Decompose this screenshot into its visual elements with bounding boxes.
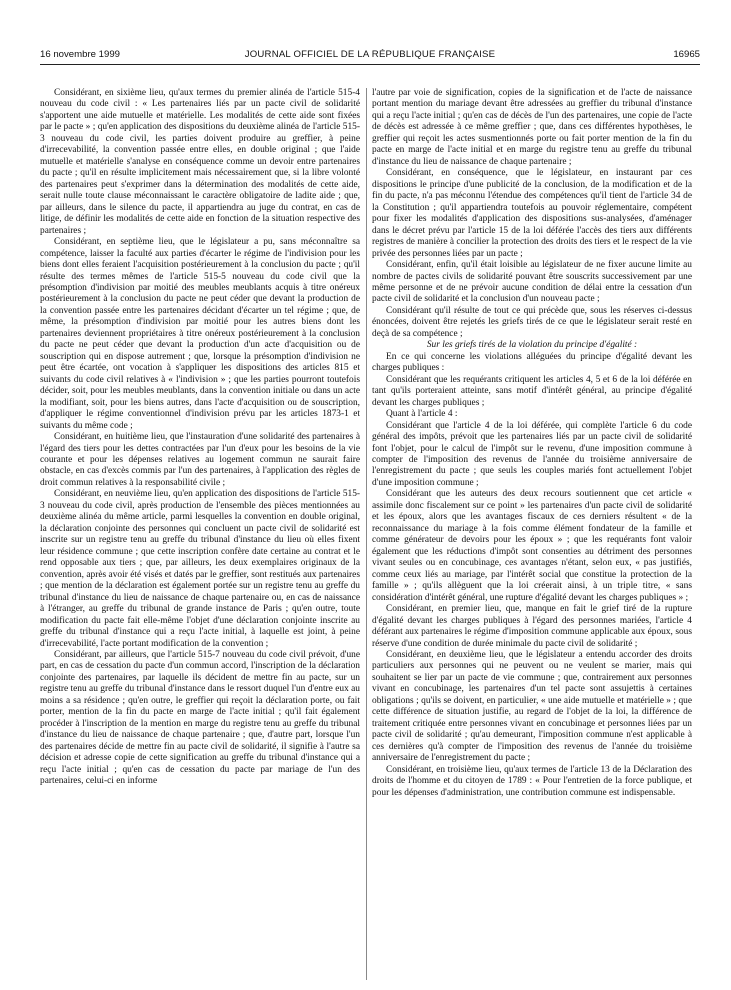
paragraph: Considérant, en conséquence, que le législateur, en instaurant par ces dispositions le principe d'une publicité de la conclusion, de la modification et de la fin du pacte, n'a pas méconnu l'étendue des compétences qu'il tient de l'article 34 de la Constitution ; qu'il appartiendra toutefois au pouvoir réglementaire, compétent pour fixer les modalités d'application des dispositions sus-analysées, d'aménager dans le décret prévu par l'article 15 de la loi déférée l'accès des tiers aux différents registres de manière à concilier la protection des droits des tiers et le respect de la vie privée des personnes liées par un pacte ;: [372, 168, 692, 259]
header-page-number: 16965: [673, 49, 700, 60]
header-title: JOURNAL OFFICIEL DE LA RÉPUBLIQUE FRANÇAISE: [244, 49, 496, 60]
paragraph-continued: l'autre par voie de signification, copies de la signification et de l'acte de naissance portant mention du mariage devant être adressées au greffier du tribunal d'instance qui a reçu l'acte initial ; qu'en cas de décès de l'un des partenaires, une copie de l'acte de décès est adressée à ce même greffier ; que, dans ces différentes hypothèses, le greffier qui reçoit les actes susmentionnés porte ou fait porter mention de la fin du pacte en marge de l'acte initial et en marge du registre tenu au greffe du tribunal d'instance du lieu de naissance de chaque partenaire ;: [372, 88, 692, 167]
paragraph: Considérant, en neuvième lieu, qu'en application des dispositions de l'article 515-3 nouveau du code civil, après production de l'ensemble des pièces mentionnées au deuxième alinéa du même article, parmi lesquelles la convention en double original, la déclaration conjointe des personnes qui concluent un pacte civil de solidarité est inscrite sur un registre tenu au greffe du tribunal d'instance du lieu où elles fixent leur résidence commune ; que cette inscription confère date certaine au contrat et le rend opposable aux tiers ; que, par ailleurs, les deux exemplaires originaux de la convention, après avoir été visés et datés par le greffier, sont restitués aux partenaires ; que mention de la déclaration est également portée sur un registre tenu au greffe du tribunal d'instance du lieu de naissance de chaque partenaire ou, en cas de naissance à l'étranger, au greffe du tribunal de grande instance de Paris ; qu'en outre, toute modification du pacte fait elle-même l'objet d'une déclaration conjointe inscrite au greffe du tribunal d'instance qui a reçu l'acte initial, à laquelle est joint, à peine d'irrecevabilité, l'acte portant modification de la convention ;: [40, 489, 360, 649]
paragraph: Considérant qu'il résulte de tout ce qui précède que, sous les réserves ci-dessus énoncées, doivent être rejetés les griefs tirés de ce que le législateur serait resté en deçà de sa compétence ;: [372, 305, 692, 339]
header-rule: [40, 64, 700, 65]
paragraph: Considérant que l'article 4 de la loi déférée, qui complète l'article 6 du code général des impôts, prévoit que les partenaires liés par un pacte civil de solidarité font l'objet, pour le calcul de l'impôt sur le revenu, d'une imposition commune à compter de l'imposition des revenus de l'année du troisième anniversaire de l'enregistrement du pacte ; que seuls les couples mariés font actuellement l'objet d'une imposition commune ;: [372, 420, 692, 488]
paragraph: Considérant, en septième lieu, que le législateur a pu, sans méconnaître sa compétence, laisser la faculté aux parties d'écarter le régime de l'indivision pour les biens dont elles feraient l'acquisition postérieurement à la conclusion du pacte ; qu'il résulte des termes mêmes de l'article 515-5 nouveau du code civil que la présomption d'indivision par moitié des meubles meublants acquis à titre onéreux postérieurement à la conclusion du pacte ne peut céder que devant la production de la convention passée entre les partenaires décidant d'écarter un tel régime ; que, de même, la présomption d'indivision par moitié pour les autres biens dont les partenaires deviennent propriétaires à titre onéreux postérieurement à la conclusion du pacte ne peut céder que devant la production d'un acte d'acquisition ou de souscription qui en dispose autrement ; que, lorsque la présomption d'indivision ne peut être écartée, ont vocation à s'appliquer les dispositions des articles 815 et suivants du code civil relatives à « l'indivision » ; que les parties pourront toutefois décider, soit, pour les meubles meublants, dans la convention initiale ou dans un acte la modifiant, soit, pour les biens autres, dans l'acte d'acquisition ou de souscription, d'appliquer le régime conventionnel d'indivision prévu par les articles 1873-1 et suivants du même code ;: [40, 237, 360, 431]
section-heading: Sur les griefs tirés de la violation du principe d'égalité :: [426, 340, 638, 351]
paragraph: Considérant, par ailleurs, que l'article 515-7 nouveau du code civil prévoit, d'une part, en cas de cessation du pacte d'un commun accord, l'inscription de la déclaration conjointe des partenaires, par laquelle ils décident de mettre fin au pacte, sur un registre tenu au greffe du tribunal d'instance dans le ressort duquel l'un d'entre eux au moins a sa résidence ; qu'en outre, le greffier qui reçoit la déclaration porte, ou fait porter, mention de la fin du pacte en marge de l'acte initial ; qu'il fait également procéder à l'inscription de la mention en marge du registre tenu au greffe du tribunal d'instance du lieu de naissance de chaque partenaire ; que, d'autre part, lorsque l'un des partenaires décide de mettre fin au pacte civil de solidarité, il signifie à l'autre sa décision et adresse copie de cette signification au greffe du tribunal d'instance qui a reçu l'acte initial ; qu'en cas de cessation du pacte par mariage de l'un des partenaires, celui-ci en informe: [40, 649, 360, 787]
paragraph: Considérant que les requérants critiquent les articles 4, 5 et 6 de la loi déférée en tant qu'ils porteraient atteinte, sans motif d'intérêt général, au principe d'égalité devant les charges publiques ;: [372, 374, 692, 408]
paragraph: Considérant, en premier lieu, que, manque en fait le grief tiré de la rupture d'égalité devant les charges publiques à l'égard des personnes mariées, l'article 4 déférant aux partenaires le régime d'imposition commune applicable aux époux, sous réserve d'une condition de durée minimale du pacte civil de solidarité ;: [372, 604, 692, 649]
paragraph: Considérant, en deuxième lieu, que le législateur a entendu accorder des droits particuliers aux personnes qui ne peuvent ou ne veulent se marier, mais qui souhaitent se lier par un pacte de vie commune ; que, contrairement aux personnes vivant en concubinage, les partenaires d'un tel pacte sont assujettis à certaines obligations ; qu'ils se doivent, en particulier, « une aide mutuelle et matérielle » ; que cette différence de situation justifie, au regard de l'objet de la loi, la différence de traitement critiquée entre personnes vivant en concubinage et personnes liées par un pacte civil de solidarité ; qu'au demeurant, l'imposition commune n'est applicable à ces dernières qu'à compter de l'imposition des revenus de l'année du troisième anniversaire de l'enregistrement du pacte ;: [372, 649, 692, 764]
subheading: En ce qui concerne les violations alléguées du principe d'égalité devant les charges publiques :: [372, 351, 692, 374]
paragraph: Considérant, en sixième lieu, qu'aux termes du premier alinéa de l'article 515-4 nouveau du code civil : « Les partenaires liés par un pacte civil de solidarité s'apportent une aide mutuelle et matérielle. Les modalités de cette aide sont fixées par le pacte » ; qu'en application des dispositions du deuxième alinéa de l'article 515-3 nouveau du code civil, les parties doivent produire au greffier, à peine d'irrecevabilité, la convention passée entre elles, en double original ; que l'aide mutuelle et matérielle s'analyse en conséquence comme un devoir entre partenaires du pacte ; qu'il en résulte implicitement mais nécessairement que, si la libre volonté des partenaires peut s'exprimer dans la détermination des modalités de cette aide, serait nulle toute clause méconnaissant le caractère obligatoire de ladite aide ; que, par ailleurs, dans le silence du pacte, il appartiendra au juge du contrat, en cas de litige, de définir les modalités de cette aide en fonction de la situation respective des partenaires ;: [40, 88, 360, 236]
header-date: 16 novembre 1999: [40, 49, 121, 60]
paragraph: Considérant, enfin, qu'il était loisible au législateur de ne fixer aucune limite au nombre de pactes civils de solidarité pouvant être souscrits successivement par une même personne et de ne prévoir aucune condition de délai entre la cessation d'un pacte civil de solidarité et la conclusion d'un nouveau pacte ;: [372, 260, 692, 305]
paragraph: Considérant, en troisième lieu, qu'aux termes de l'article 13 de la Déclaration des droits de l'homme et du citoyen de 1789 : « Pour l'entretien de la force publique, et pour les dépenses d'administration, une contribution commune est indispensable.: [372, 764, 692, 798]
paragraph: Considérant que les auteurs des deux recours soutiennent que cet article « assimile donc fiscalement sur ce point » les partenaires d'un pacte civil de solidarité et les époux, alors que les avantages fiscaux de ces derniers résultent « de la reconnaissance du mariage à la fois comme élément fondateur de la famille et comme générateur de devoirs pour les époux » ; que les requérants font valoir également que les réductions d'impôt sont consenties au détriment des personnes vivant seules ou en concubinage, ces avantages n'étant, selon eux, « pas justifiés, comme ceux liés au mariage, par l'intérêt social que constitue la protection de la famille » ; qu'ils allèguent que la loi créerait ainsi, à un triple titre, « sans considération d'intérêt général, une rupture d'égalité devant les charges publiques » ;: [372, 489, 692, 603]
paragraph: Considérant, en huitième lieu, que l'instauration d'une solidarité des partenaires à l'égard des tiers pour les dettes contractées par l'un d'eux pour les besoins de la vie courante et pour les dépenses relatives au logement commun ne saurait faire obstacle, en cas d'excès commis par l'un des partenaires, à l'application des règles de droit commun relatives à la responsabilité civile ;: [40, 432, 360, 488]
left-column: [40, 88, 360, 983]
article-heading: Quant à l'article 4 :: [386, 409, 458, 420]
page-header: [40, 49, 700, 63]
right-column: [372, 88, 692, 983]
column-divider: [366, 88, 367, 980]
